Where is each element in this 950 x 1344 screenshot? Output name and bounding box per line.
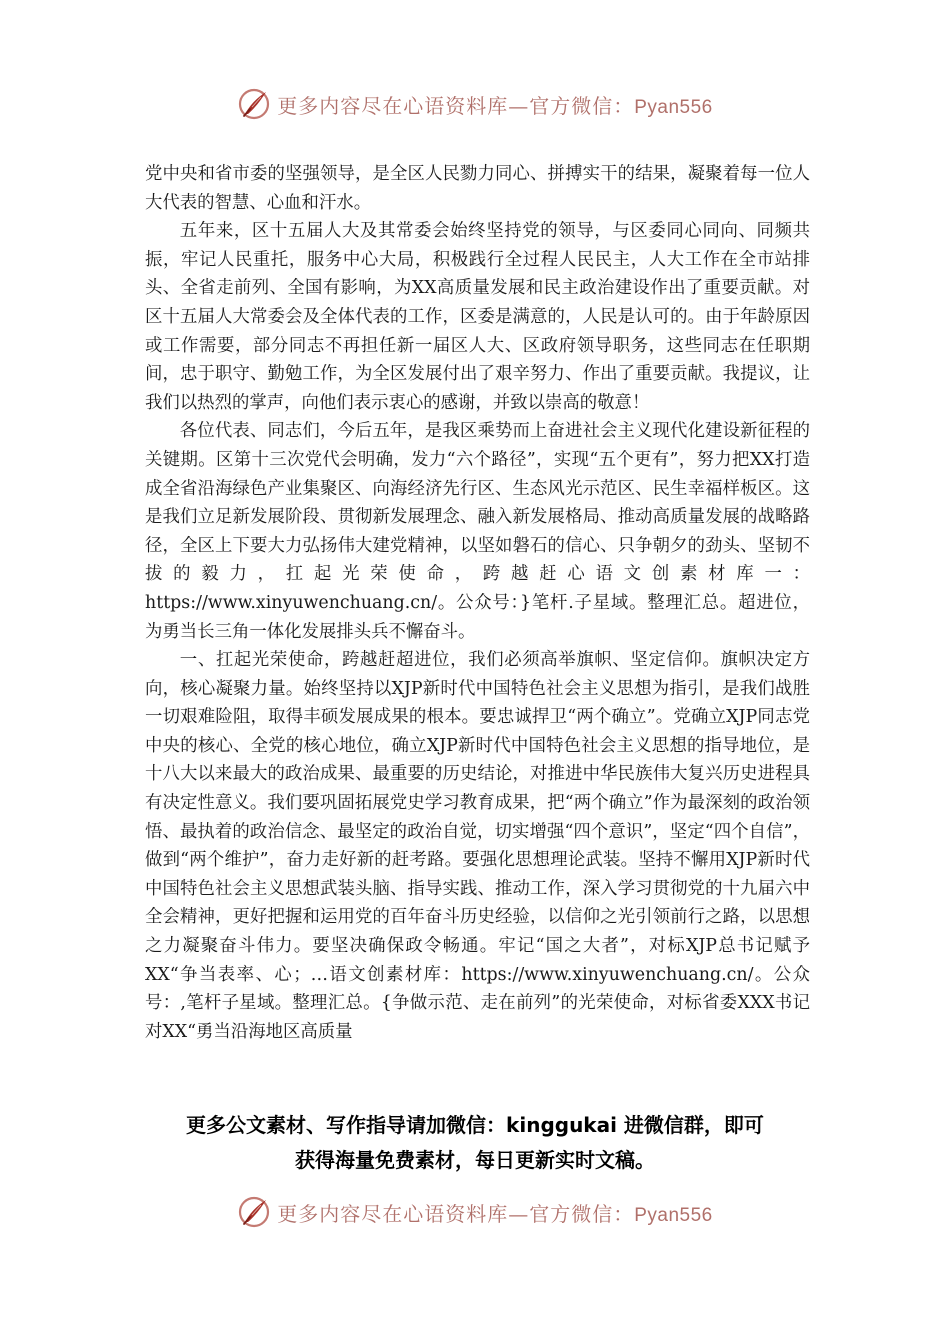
header-wechat-id: Pyan556 <box>634 96 713 118</box>
footer-brand-banner <box>0 1192 950 1232</box>
promo-line: 更多公文素材、写作指导请加微信：kinggukai 进微信群，即可 <box>186 1113 764 1137</box>
paragraph-continuation: 党中央和省市委的坚强领导，是全区人民勠力同心、拼搏实干的结果，凝聚着每一位人大代表的智慧、心血和汗水。 <box>145 164 810 213</box>
paragraph: 五年来，区十五届人大及其常委会始终坚持党的领导，与区委同心同向、同频共振，牢记人民重托，服务中心大局，积极践行全过程人民民主，人大工作在全市站排头、全省走前列、全国有影响，为XX高质量发展和民主政治建设作出了重要贡献。对区十五届人大常委会及全体代表的工作，区委是满意的，人民是认可的。由于年龄原因或工作需要，部分同志不再担任新一届区人大、区政府领导职务，这些同志在任职期间，忠于职守、勤勉工作，为全区发展付出了艰辛努力、作出了重要贡献。我提议，让我们以热烈的掌声，向他们表示衷心的感谢，并致以崇高的敬意！ <box>145 221 810 413</box>
promo-notice <box>0 1108 950 1178</box>
document-body <box>145 160 810 1046</box>
header-brand-banner <box>0 84 950 124</box>
footer-brand-text: 更多内容尽在心语资料库—官方微信：Pyan556 <box>277 1201 713 1226</box>
paragraph: 一、扛起光荣使命，跨越赶超进位，我们必须高举旗帜、坚定信仰。旗帜决定方向，核心凝聚力量。始终坚持以XJP新时代中国特色社会主义思想为指引，是我们战胜一切艰难险阻，取得丰硕发展成果的根本。要忠诚捍卫“两个确立”。党确立XJP同志党中央的核心、全党的核心地位，确立XJP新时代中国特色社会主义思想的指导地位，是十八大以来最大的政治成果、最重要的历史结论，对推进中华民族伟大复兴历史进程具有决定性意义。我们要巩固拓展党史学习教育成果，把“两个确立”作为最深刻的政治领悟、最执着的政治信念、最坚定的政治自觉，切实增强“四个意识”，坚定“四个自信”，做到“两个维护”，奋力走好新的赶考路。要强化思想理论武装。坚持不懈用XJP新时代中国特色社会主义思想武装头脑、指导实践、推动工作，深入学习贯彻党的十九届六中全会精神，更好把握和运用党的百年奋斗历史经验，以信仰之光引领前行之路，以思想之力凝聚奋斗伟力。要坚决确保政令畅通。牢记“国之大者”，对标XJP总书记赋予XX“争当表率、心；…语文创素材库：https://www.xinyuwenchuang.cn/。公众号：,笔杆子星域。整理汇总。{争做示范、走在前列”的光荣使命，对标省委XXX书记对XX“勇当沿海地区高质量 <box>145 650 810 1042</box>
header-brand-text: 更多内容尽在心语资料库—官方微信：Pyan556 <box>277 93 713 118</box>
feather-pen-logo-icon <box>237 87 271 121</box>
paragraph: 各位代表、同志们，今后五年，是我区乘势而上奋进社会主义现代化建设新征程的关键期。区第十三次党代会明确，发力“六个路径”，实现“五个更有”，努力把XX打造成全省沿海绿色产业集聚区、向海经济先行区、生态风光示范区、民生幸福样板区。这是我们立足新发展阶段、贯彻新发展理念、融入新发展格局、推动高质量发展的战略路径，全区上下要大力弘扬伟大建党精神，以坚如磐石的信心、只争朝夕的劲头、坚韧不拔的毅力，扛起光荣使命，跨越赶心语文创素材库一：https://www.xinyuwenchuang.cn/。公众号：}笔杆.子星域。整理汇总。超进位，为勇当长三角一体化发展排头兵不懈奋斗。 <box>145 421 810 642</box>
feather-pen-logo-icon <box>237 1195 271 1229</box>
footer-wechat-id: Pyan556 <box>634 1204 713 1226</box>
promo-line: 获得海量免费素材，每日更新实时文稿。 <box>295 1148 655 1172</box>
